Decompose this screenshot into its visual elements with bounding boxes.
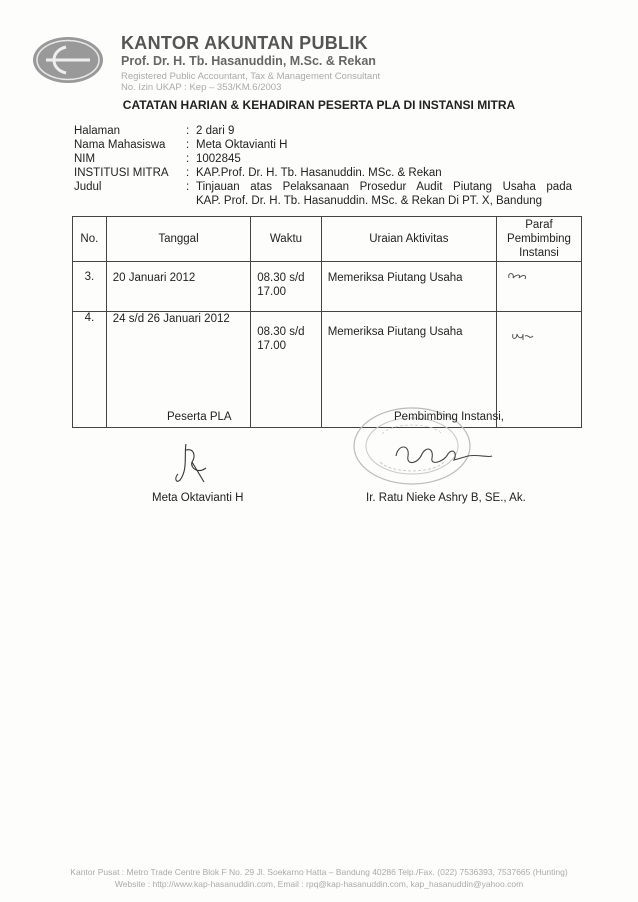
header-uraian: Uraian Aktivitas (321, 217, 496, 262)
info-value: 2 dari 9 (196, 125, 235, 137)
firm-registration: Registered Public Accountant, Tax & Management Consultant (121, 71, 381, 82)
info-colon: : (186, 181, 190, 193)
table-row (73, 262, 582, 312)
initials-signature-icon (497, 262, 581, 292)
peserta-signature-icon (172, 440, 216, 486)
info-colon: : (186, 153, 190, 165)
cell-waktu: 08.30 s/d 17.00 (251, 312, 321, 428)
header-paraf-line: Pembimbing (507, 233, 571, 245)
info-value: 1002845 (196, 153, 241, 165)
pembimbing-name: Ir. Ratu Nieke Ashry B, SE., Ak. (366, 492, 526, 504)
cell-paraf (496, 262, 581, 312)
info-halaman (74, 124, 572, 138)
cell-tanggal: 20 Januari 2012 (106, 262, 250, 312)
info-value: KAP.Prof. Dr. H. Tb. Hasanuddin. MSc. & Rekan (196, 167, 442, 179)
cell-uraian: Memeriksa Piutang Usaha (321, 262, 496, 312)
firm-name: KANTOR AKUNTAN PUBLIK (121, 33, 368, 53)
cell-waktu: 08.30 s/d 17.00 (251, 262, 321, 312)
footer-contact: Website : http://www.kap-hasanuddin.com, Email : rpq@kap-hasanuddin.com, kap_hasanuddin@yahoo.com (114, 879, 524, 889)
activity-table (72, 216, 582, 428)
info-judul (74, 180, 572, 194)
initials-signature-icon (497, 312, 581, 352)
info-colon: : (186, 167, 190, 179)
header-tanggal: Tanggal (106, 217, 250, 262)
document-title: CATATAN HARIAN & KEHADIRAN PESERTA PLA DI INSTANSI MITRA (122, 98, 516, 112)
header-waktu: Waktu (251, 217, 321, 262)
info-label: Halaman (74, 125, 121, 137)
header-paraf-line: Paraf (525, 219, 553, 231)
info-value: Meta Oktavianti H (196, 139, 288, 151)
table-header-row (73, 217, 582, 262)
info-label: INSTITUSI MITRA (74, 167, 169, 179)
info-nim (74, 152, 572, 166)
header-paraf-line: Instansi (519, 247, 559, 259)
firm-logo-icon (32, 36, 104, 84)
cell-uraian: Memeriksa Piutang Usaha (321, 312, 496, 428)
info-label: Judul (74, 181, 102, 193)
header-paraf (496, 217, 581, 262)
info-label: Nama Mahasiswa (74, 139, 166, 151)
info-colon: : (186, 125, 190, 137)
firm-license: No. Izin UKAP : Kep – 353/KM.6/2003 (121, 82, 282, 93)
info-judul-cont (74, 194, 572, 208)
info-label: NIM (74, 153, 96, 165)
info-institusi (74, 166, 572, 180)
cell-tanggal: 24 s/d 26 Januari 2012 (106, 312, 250, 428)
cell-paraf (496, 312, 581, 428)
info-colon: : (186, 139, 190, 151)
info-block (74, 124, 572, 208)
cell-no: 3. (73, 262, 107, 312)
peserta-label: Peserta PLA (167, 411, 232, 423)
footer-address: Kantor Pusat : Metro Trade Centre Blok F No. 29 Jl. Soekarno Hatta – Bandung 40286 Telp./Fax. (022) 7536393, 7537665 (Hunting) (70, 867, 568, 877)
table-row (73, 312, 582, 428)
cell-no: 4. (73, 312, 107, 428)
pembimbing-label: Pembimbing Instansi, (394, 411, 504, 423)
pembimbing-signature-icon (388, 436, 500, 476)
info-value: KAP. Prof. Dr. H. Tb. Hasanuddin. MSc. & Rekan Di PT. X, Bandung (196, 195, 543, 207)
peserta-name: Meta Oktavianti H (152, 492, 244, 504)
header-no: No. (73, 217, 107, 262)
firm-owner: Prof. Dr. H. Tb. Hasanuddin, M.Sc. & Rekan (121, 54, 376, 68)
info-value: Tinjauan atas Pelaksanaan Prosedur Audit Piutang Usaha pada (196, 181, 572, 193)
info-nama (74, 138, 572, 152)
